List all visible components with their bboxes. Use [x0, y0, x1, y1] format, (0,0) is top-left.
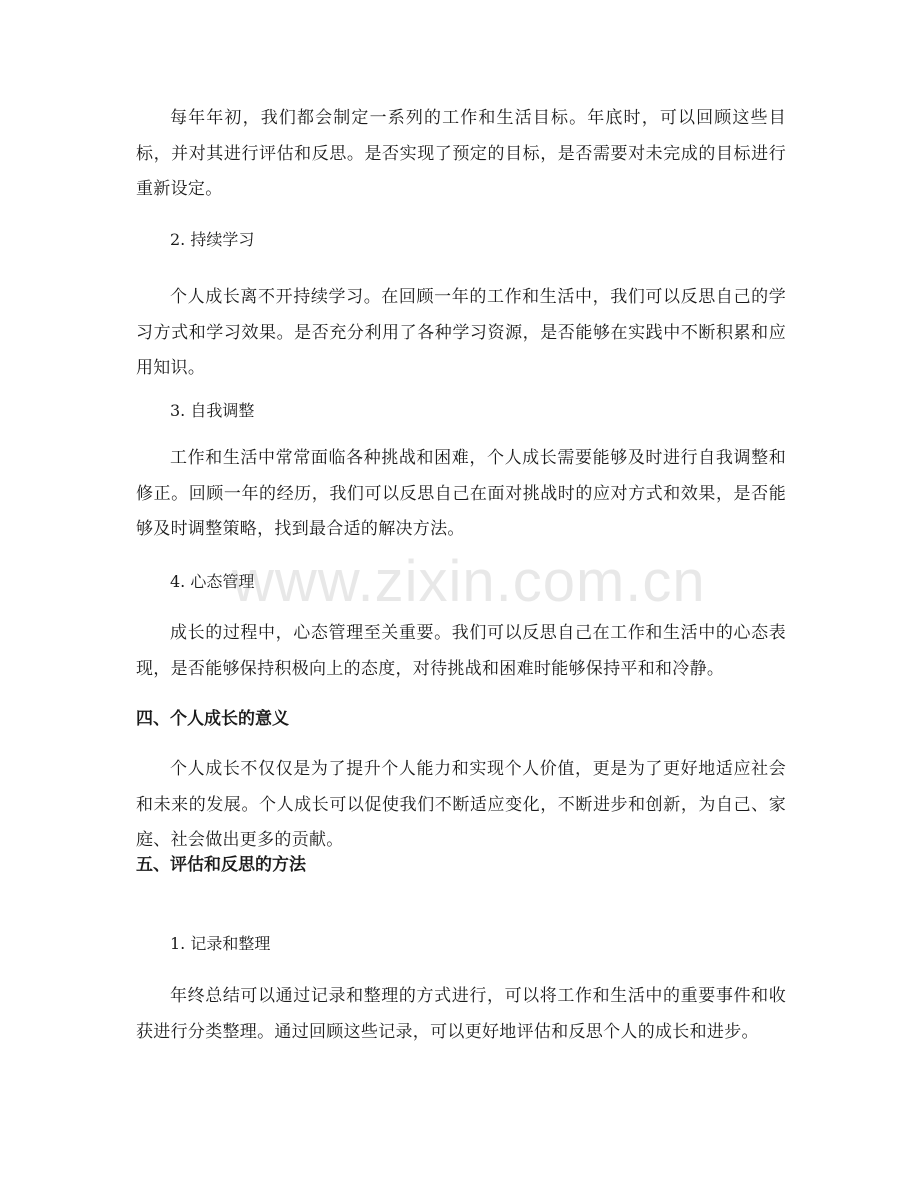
- subheading-mindset: 4. 心态管理: [170, 572, 255, 591]
- paragraph-significance: 个人成长不仅仅是为了提升个人能力和实现个人价值，更是为了更好地适应社会和未来的发展。个人成长可以促使我们不断适应变化，不断进步和创新，为自己、家庭、社会做出更多的贡献。: [136, 759, 786, 850]
- paragraph-record: 年终总结可以通过记录和整理的方式进行，可以将工作和生活中的重要事件和收获进行分类整理。通过回顾这些记录，可以更好地评估和反思个人的成长和进步。: [136, 986, 786, 1042]
- paragraph-goals: 每年年初，我们都会制定一系列的工作和生活目标。年底时，可以回顾这些目标，并对其进行评估和反思。是否实现了预定的目标，是否需要对未完成的目标进行重新设定。: [136, 108, 786, 199]
- paragraph-mindset: 成长的过程中，心态管理至关重要。我们可以反思自己在工作和生活中的心态表现，是否能够保持积极向上的态度，对待挑战和困难时能够保持平和和冷静。: [136, 623, 786, 679]
- section-heading-methods: 五、评估和反思的方法: [136, 855, 306, 875]
- subheading-continuous-learning: 2. 持续学习: [170, 230, 255, 249]
- subheading-self-adjustment: 3. 自我调整: [170, 401, 255, 420]
- watermark: www.zixin.com.cn: [232, 549, 706, 614]
- section-heading-significance: 四、个人成长的意义: [136, 709, 289, 729]
- paragraph-adjustment: 工作和生活中常常面临各种挑战和困难，个人成长需要能够及时进行自我调整和修正。回顾一年的经历，我们可以反思自己在面对挑战时的应对方式和效果，是否能够及时调整策略，找到最合适的解决方法。: [136, 448, 786, 539]
- subheading-record: 1. 记录和整理: [170, 934, 271, 953]
- paragraph-learning: 个人成长离不开持续学习。在回顾一年的工作和生活中，我们可以反思自己的学习方式和学习效果。是否充分利用了各种学习资源，是否能够在实践中不断积累和应用知识。: [136, 287, 786, 378]
